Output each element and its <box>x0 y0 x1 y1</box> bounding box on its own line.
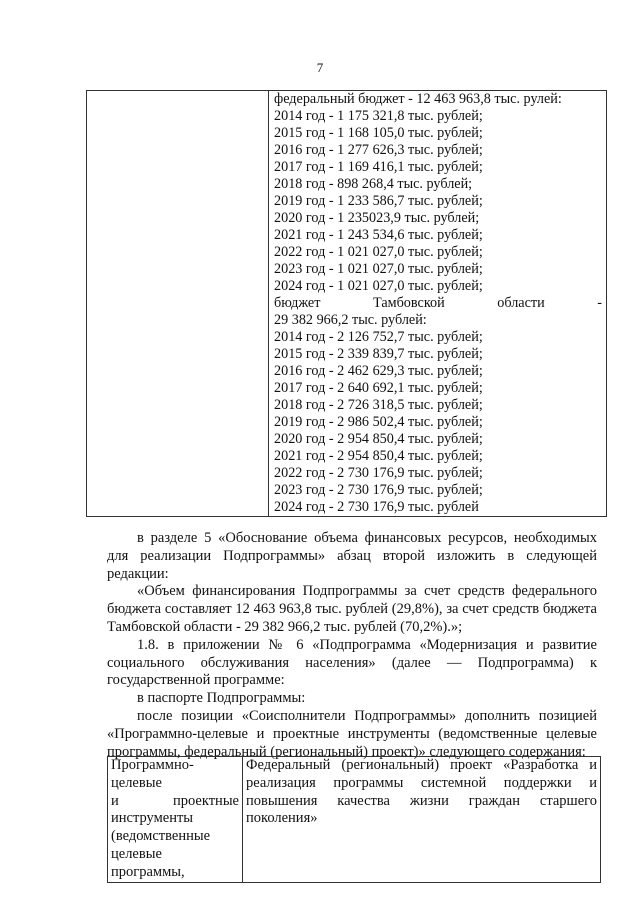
budget-year-line: 2021 год - 2 954 850,4 тыс. рублей; <box>274 448 483 464</box>
budget-year-line: 2014 год - 1 175 321,8 тыс. рублей; <box>274 108 483 124</box>
budget-year-line: 2023 год - 1 021 027,0 тыс. рублей; <box>274 261 483 277</box>
budget-year-line: 2022 год - 1 021 027,0 тыс. рублей; <box>274 244 483 260</box>
tools-label-line: инструменты <box>111 810 194 827</box>
budget-year-line: 2020 год - 1 235023,9 тыс. рублей; <box>274 210 480 226</box>
tools-label-line: целевые программы, <box>111 845 185 880</box>
regional-header-word: - <box>597 295 602 311</box>
budget-year-line: 2024 год - 2 730 176,9 тыс. рублей <box>274 499 479 515</box>
tools-label-line: и проектные <box>111 792 239 809</box>
budget-year-line: 2014 год - 2 126 752,7 тыс. рублей; <box>274 329 483 345</box>
budget-year-line: 2017 год - 2 640 692,1 тыс. рублей; <box>274 380 483 396</box>
budget-year-line: 2019 год - 2 986 502,4 тыс. рублей; <box>274 414 483 430</box>
regional-header-word: области <box>497 295 545 311</box>
tools-table <box>107 756 601 883</box>
finance-table-label-cell <box>87 91 269 517</box>
regional-header-word: Тамбовской <box>373 295 445 311</box>
paragraph-passport: в паспорте Подпрограммы: <box>137 690 306 707</box>
budget-year-line: 2023 год - 2 730 176,9 тыс. рублей; <box>274 482 483 498</box>
federal-budget-header: федеральный бюджет - 12 463 963,8 тыс. рулей: <box>274 91 562 107</box>
tools-label-line: Программно-целевые <box>111 757 194 791</box>
budget-year-line: 2017 год - 1 169 416,1 тыс. рублей; <box>274 159 483 175</box>
budget-year-line: 2018 год - 2 726 318,5 тыс. рублей; <box>274 397 483 413</box>
budget-year-line: 2016 год - 2 462 629,3 тыс. рублей; <box>274 363 483 379</box>
paragraph-funding: «Объем финансирования Подпрограммы за счет средств федерального бюджета составляет 12 463 963,8 тыс. рублей (29,8%), за счет средств бюджета Тамбовской области - 29 382 966,2 тыс. рублей (70,2%).»; <box>107 583 597 635</box>
tools-label-line: (ведомственные <box>111 828 211 845</box>
budget-year-line: 2021 год - 1 243 534,6 тыс. рублей; <box>274 227 483 243</box>
regional-budget-header <box>274 295 602 312</box>
paragraph-section5: в разделе 5 «Обоснование объема финансовых ресурсов, необходимых для реализации Подпрограммы» абзац второй изложить в следующей редакции: <box>107 530 597 582</box>
regional-budget-total: 29 382 966,2 тыс. рублей: <box>274 312 427 328</box>
budget-year-line: 2016 год - 1 277 626,3 тыс. рублей; <box>274 142 483 158</box>
budget-year-line: 2015 год - 1 168 105,0 тыс. рублей; <box>274 125 483 141</box>
finance-table <box>86 90 607 517</box>
amendment-text <box>107 530 597 761</box>
budget-year-line: 2015 год - 2 339 839,7 тыс. рублей; <box>274 346 483 362</box>
budget-year-line: 2018 год - 898 268,4 тыс. рублей; <box>274 176 473 192</box>
budget-year-line: 2024 год - 1 021 027,0 тыс. рублей; <box>274 278 483 294</box>
budget-year-line: 2019 год - 1 233 586,7 тыс. рублей; <box>274 193 483 209</box>
tools-table-value-cell: Федеральный (региональный) проект «Разработка и реализация программы системной поддержки и повышения качества жизни граждан старшего поколения» <box>243 757 601 883</box>
paragraph-add-position: после позиции «Соисполнители Подпрограммы» дополнить позицией «Программно-целевые и проектные инструменты (ведомственные целевые программы, федеральный (региональный) проект)» следующего содержания: <box>107 707 597 760</box>
tools-table-label-cell <box>108 757 243 883</box>
page-number: 7 <box>316 60 324 75</box>
federal-budget-years <box>274 108 602 295</box>
regional-header-word: бюджет <box>274 295 321 311</box>
regional-budget-years <box>274 329 602 516</box>
budget-year-line: 2022 год - 2 730 176,9 тыс. рублей; <box>274 465 483 481</box>
finance-table-value-cell <box>269 91 607 517</box>
paragraph-appendix6: 1.8. в приложении № 6 «Подпрограмма «Модернизация и развитие социального обслуживания населения» (далее — Подпрограмма) к государственной программе: <box>107 636 597 689</box>
budget-year-line: 2020 год - 2 954 850,4 тыс. рублей; <box>274 431 483 447</box>
